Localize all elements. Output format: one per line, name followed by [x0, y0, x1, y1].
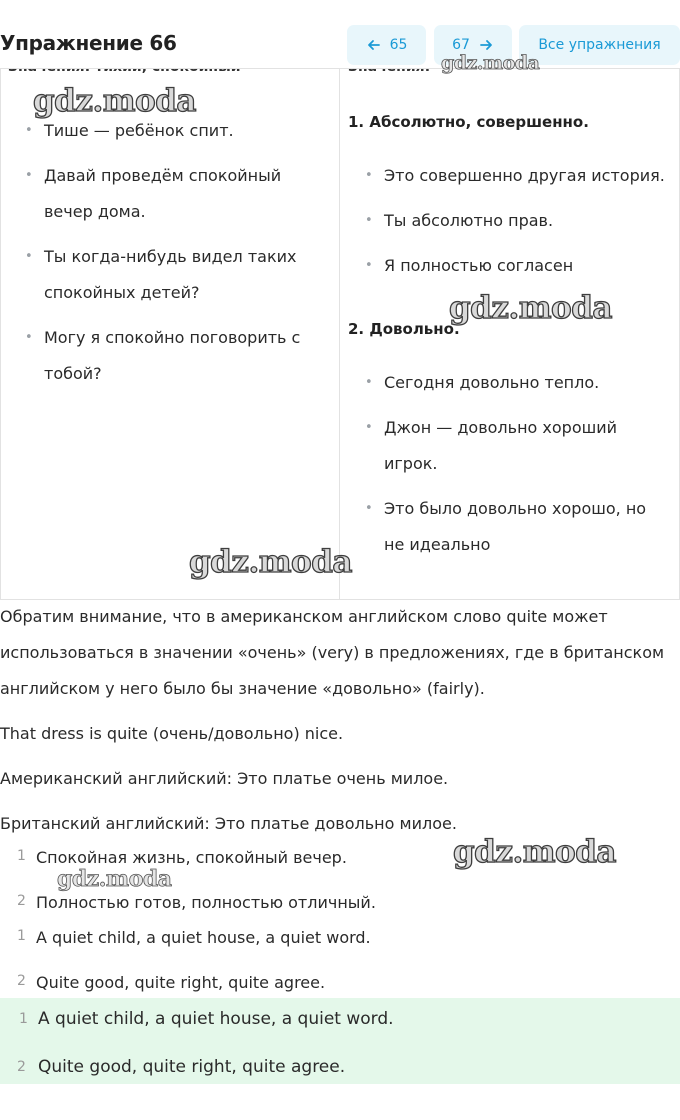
- answer-text: A quiet child, a quiet house, a quiet word.: [38, 1009, 394, 1029]
- answer-number: 1: [17, 848, 26, 864]
- list-item: • Это совершенно другая история.: [365, 166, 665, 185]
- list-item: • Давай проведём спокойный: [25, 166, 282, 185]
- prev-exercise-button[interactable]: [347, 25, 426, 65]
- answer-number: 2: [17, 1059, 26, 1075]
- answer-text: A quiet child, a quiet house, a quiet word.: [36, 928, 371, 947]
- list-item: • Тише — ребёнок спит.: [25, 121, 234, 140]
- answer-text: Quite good, quite right, quite agree.: [38, 1057, 346, 1077]
- next-exercise-label: 67: [452, 37, 470, 53]
- paragraph-line: английском у него было бы значение «довольно» (fairly).: [0, 679, 485, 698]
- answer-text: Quite good, quite right, quite agree.: [36, 973, 326, 992]
- all-exercises-label: Все упражнения: [538, 37, 661, 53]
- list-item-continuation: тобой?: [44, 364, 102, 383]
- list-item-continuation: не идеально: [384, 535, 491, 554]
- list-item-continuation: спокойных детей?: [44, 283, 200, 302]
- meaning-heading-2: 2. Довольно.: [348, 320, 460, 338]
- list-item-continuation: игрок.: [384, 454, 438, 473]
- answer-text: Полностью готов, полностью отличный.: [36, 893, 376, 912]
- answer-row: [0, 973, 680, 993]
- list-item: • Это было довольно хорошо, но: [365, 499, 647, 518]
- page-header: [0, 0, 680, 68]
- prev-exercise-label: 65: [389, 37, 408, 53]
- answer-number: 2: [17, 973, 26, 989]
- highlighted-answer-row: [0, 1009, 680, 1031]
- watermark-logo: gdz.moda: [449, 290, 612, 326]
- watermark-logo: gdz.moda: [57, 866, 172, 892]
- british-translation: Британский английский: Это платье довольно милое.: [0, 814, 457, 833]
- answer-row: [0, 893, 680, 913]
- list-item: • Сегодня довольно тепло.: [365, 373, 600, 392]
- meaning-heading-1: 1. Абсолютно, совершенно.: [348, 113, 589, 131]
- arrow-right-icon: [478, 37, 494, 53]
- answer-row: [0, 928, 680, 948]
- list-item: • Ты абсолютно прав.: [365, 211, 554, 230]
- answer-number: 1: [17, 928, 26, 944]
- list-item: • Ты когда-нибудь видел таких: [25, 247, 297, 266]
- arrow-left-icon: [366, 37, 382, 53]
- paragraph-line: использоваться в значении «очень» (very) в предложениях, где в британском: [0, 643, 665, 662]
- all-exercises-button[interactable]: [519, 25, 680, 65]
- watermark-logo: gdz.moda: [33, 83, 196, 119]
- page-title: Упражнение 66: [0, 31, 177, 55]
- list-item: • Я полностью согласен: [365, 256, 574, 275]
- highlighted-answer-row: [0, 1057, 680, 1079]
- paragraph-line: Обратим внимание, что в американском английском слово quite может: [0, 607, 608, 626]
- list-item-continuation: вечер дома.: [44, 202, 146, 221]
- watermark-logo: gdz.moda: [189, 544, 352, 580]
- list-item: • Могу я спокойно поговорить с: [25, 328, 301, 347]
- watermark-logo: gdz.moda: [441, 52, 540, 74]
- list-item: • Джон — довольно хороший: [365, 418, 618, 437]
- american-translation: Американский английский: Это платье очень милое.: [0, 769, 449, 788]
- answer-number: 2: [17, 893, 26, 909]
- answer-text: Спокойная жизнь, спокойный вечер.: [36, 848, 347, 867]
- example-sentence: That dress is quite (очень/довольно) nice.: [0, 724, 344, 743]
- answer-number: 1: [19, 1011, 28, 1027]
- watermark-logo: gdz.moda: [453, 834, 616, 870]
